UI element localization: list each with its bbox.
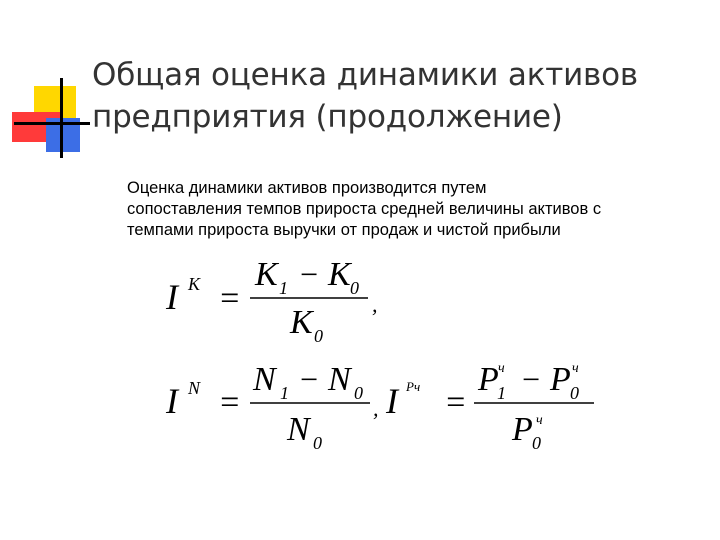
formula-profit-growth-index: [385, 361, 594, 453]
f2-lhs-sup: N: [188, 378, 201, 398]
body-line-2: сопоставления темпов прироста средней величины активов с: [127, 200, 602, 218]
f3-num-a-sub: 1: [497, 383, 506, 403]
f1-num-a-sub: 1: [279, 278, 288, 298]
f3-eq: =: [444, 384, 467, 421]
f2-eq: =: [218, 384, 241, 421]
f3-den-sub: 0: [532, 433, 541, 453]
f3-num-a-sup: ч: [498, 361, 505, 376]
f3-den-sup: ч: [536, 413, 543, 428]
f2-num-a: N: [253, 361, 276, 398]
f3-lhs-sup: Pч: [406, 379, 421, 394]
f1-comma: ,: [372, 292, 378, 317]
f2-den-sub: 0: [313, 433, 322, 453]
f3-den: P: [512, 411, 533, 448]
f1-den-sub: 0: [314, 326, 323, 346]
f3-lhs: I: [386, 381, 398, 421]
f1-lhs-sup: K: [188, 274, 201, 294]
f1-lhs: I: [166, 277, 178, 317]
title-line-2: предприятия (продолжение): [92, 99, 563, 135]
f2-num-a-sub: 1: [280, 383, 289, 403]
f1-minus: −: [298, 256, 320, 292]
title-line-1: Общая оценка динамики активов: [92, 57, 638, 93]
f1-eq: =: [218, 280, 241, 317]
formula-revenue-growth-index: [165, 361, 379, 453]
formula-asset-growth-index: [165, 256, 378, 346]
f3-num-b-sub: 0: [570, 383, 579, 403]
f2-lhs: I: [166, 381, 178, 421]
f1-num-b: K: [328, 256, 351, 293]
f3-num-b: P: [550, 361, 571, 398]
f3-num-b-sup: ч: [572, 361, 579, 376]
f2-num-b: N: [328, 361, 351, 398]
f3-num-a: P: [478, 361, 499, 398]
body-line-1: Оценка динамики активов производится путем: [127, 179, 487, 197]
f2-num-b-sub: 0: [354, 383, 363, 403]
f2-comma: ,: [373, 396, 379, 421]
f1-den: K: [290, 304, 313, 341]
f2-minus: −: [298, 361, 320, 397]
body-line-3: темпами прироста выручки от продаж и чистой прибыли: [127, 221, 561, 239]
f2-den: N: [287, 411, 310, 448]
f1-num-b-sub: 0: [350, 278, 359, 298]
f1-num-a: K: [255, 256, 278, 293]
f3-minus: −: [520, 361, 542, 397]
